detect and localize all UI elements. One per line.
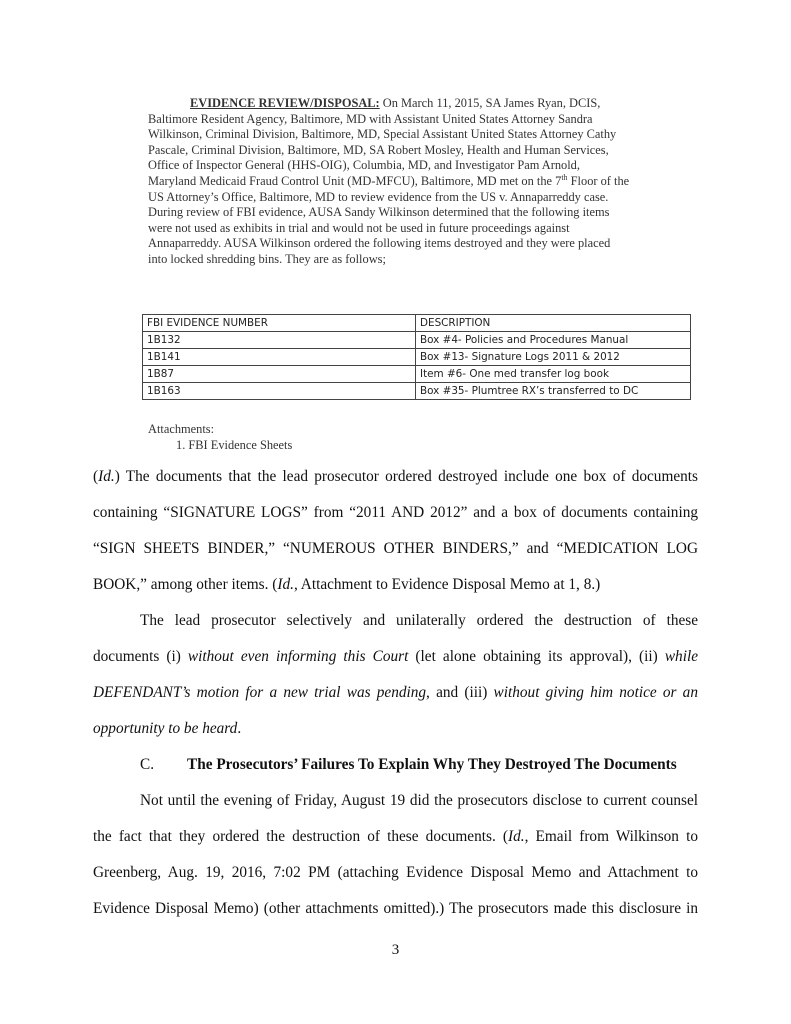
memo-line-4: Pascale, Criminal Division, Baltimore, MD, SA Robert Mosley, Health and Human Services,	[148, 142, 609, 157]
table-row	[143, 366, 691, 383]
body-line: The lead prosecutor selectively and unilaterally ordered the destruction of these	[140, 612, 698, 629]
body-line: the fact that they ordered the destruction of these documents. (Id., Email from Wilkinson to	[93, 828, 698, 845]
table-cell: Box #4- Policies and Procedures Manual	[416, 332, 691, 349]
table-row	[143, 349, 691, 366]
attachments	[148, 421, 292, 453]
table-cell: Box #35- Plumtree RX’s transferred to DC	[416, 383, 691, 400]
memo-line-8: During review of FBI evidence, AUSA Sandy Wilkinson determined that the following items	[148, 205, 610, 220]
table-header-row	[143, 315, 691, 332]
memo-line-11: into locked shredding bins. They are as follows;	[148, 251, 386, 266]
body-line: documents (i) without even informing this Court (let alone obtaining its approval), (ii) while	[93, 648, 698, 665]
evidence-table	[142, 314, 691, 400]
citation-id: Id.	[277, 576, 294, 593]
body-line: (Id.) The documents that the lead prosecutor ordered destroyed include one box of documents	[93, 468, 698, 485]
table-header-cell: DESCRIPTION	[416, 315, 691, 332]
body-line: opportunity to be heard.	[93, 720, 242, 737]
table-cell: 1B87	[143, 366, 416, 383]
body-line: DEFENDANT’s motion for a new trial was pending, and (iii) without giving him notice or an	[93, 684, 698, 701]
memo-line-1: EVIDENCE REVIEW/DISPOSAL: On March 11, 2015, SA James Ryan, DCIS,	[190, 96, 601, 110]
attachments-label: Attachments:	[148, 422, 215, 436]
section-title: The Prosecutors’ Failures To Explain Why They Destroyed The Documents	[187, 756, 677, 773]
attachment-item: 1. FBI Evidence Sheets	[176, 438, 293, 452]
page-number: 3	[391, 942, 400, 958]
section-heading	[93, 755, 698, 791]
body-line: “SIGN SHEETS BINDER,” “NUMEROUS OTHER BINDERS,” and “MEDICATION LOG	[93, 540, 698, 557]
body-line: Evidence Disposal Memo) (other attachments omitted).) The prosecutors made this disclosure in	[93, 900, 698, 917]
memo-line-7: US Attorney’s Office, Baltimore, MD to review evidence from the US v. Annaparreddy case.	[148, 189, 609, 204]
body-line: BOOK,” among other items. (Id., Attachment to Evidence Disposal Memo at 1, 8.)	[93, 576, 601, 593]
memo-line-3: Wilkinson, Criminal Division, Baltimore, MD, Special Assistant United States Attorney Cathy	[148, 127, 617, 142]
memo-line-5: Office of Inspector General (HHS-OIG), Columbia, MD, and Investigator Pam Arnold,	[148, 158, 580, 173]
scanned-memo	[148, 96, 708, 268]
table-row	[143, 332, 691, 349]
memo-line-6: Maryland Medicaid Fraud Control Unit (MD-MFCU), Baltimore, MD met on the 7th Floor of the	[148, 172, 630, 188]
memo-line-2: Baltimore Resident Agency, Baltimore, MD with Assistant United States Attorney Sandra	[148, 111, 593, 126]
body-line: Greenberg, Aug. 19, 2016, 7:02 PM (attaching Evidence Disposal Memo and Attachment to	[93, 864, 698, 881]
citation-id: Id.	[508, 828, 525, 845]
table-row	[143, 383, 691, 400]
body-line: Not until the evening of Friday, August 19 did the prosecutors disclose to current counsel	[140, 792, 698, 809]
memo-line-10: Annaparreddy. AUSA Wilkinson ordered the following items destroyed and they were placed	[148, 236, 611, 251]
body-line: containing “SIGNATURE LOGS” from “2011 AND 2012” and a box of documents containing	[93, 504, 698, 521]
memo-lead: EVIDENCE REVIEW/DISPOSAL:	[190, 96, 380, 110]
table-header-cell: FBI EVIDENCE NUMBER	[143, 315, 416, 332]
citation-id: Id.	[98, 468, 115, 485]
table-cell: 1B163	[143, 383, 416, 400]
brief-body	[93, 467, 698, 935]
table-cell: 1B141	[143, 349, 416, 366]
section-letter: C.	[140, 756, 155, 773]
memo-line-9: were not used as exhibits in trial and would not be used in future proceedings against	[148, 220, 570, 235]
table-cell: 1B132	[143, 332, 416, 349]
table-cell: Item #6- One med transfer log book	[416, 366, 691, 383]
table-cell: Box #13- Signature Logs 2011 & 2012	[416, 349, 691, 366]
